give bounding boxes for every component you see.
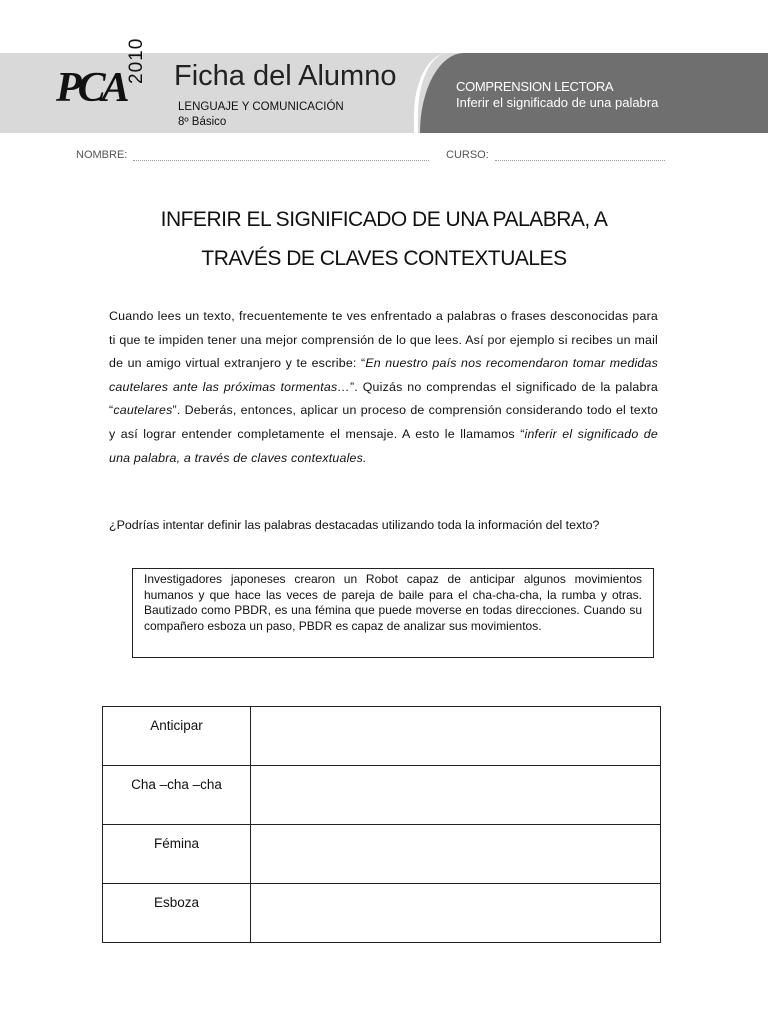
table-row: [103, 884, 661, 943]
vocab-word: Anticipar: [103, 707, 251, 766]
course-label: CURSO:: [446, 149, 489, 161]
intro-text-2: ”. Quizás no comprendas el significado de la palabra “: [109, 379, 658, 418]
section-subtitle: Inferir el significado de una palabra: [456, 95, 659, 110]
name-label: NOMBRE:: [76, 149, 128, 161]
section-title: COMPRENSION LECTORA: [456, 79, 614, 94]
vocab-word: Cha –cha –cha: [103, 766, 251, 825]
intro-quote: En nuestro país nos recomendaron tomar medidas cautelares ante las próximas tormentas…: [109, 356, 658, 394]
intro-text-1: Cuando lees un texto, frecuentemente te ves enfrentado a palabras o frases desconocidas para ti que te impiden tener una mejor comprensión de lo que lees. Así por ejemplo si recibes un mail de un amigo virtual extranjero y te escribe: “: [109, 309, 658, 371]
intro-word: cautelares: [113, 403, 173, 418]
definition-cell[interactable]: [251, 707, 661, 766]
definition-cell[interactable]: [251, 884, 661, 943]
page-title-line-2: TRAVÉS DE CLAVES CONTEXTUALES: [201, 247, 567, 270]
intro-paragraph: [109, 305, 658, 470]
course-line[interactable]: [495, 150, 665, 161]
vocab-word: Esboza: [103, 884, 251, 943]
vocab-word: Fémina: [103, 825, 251, 884]
name-line[interactable]: [133, 150, 429, 161]
page-title-line-1: INFERIR EL SIGNIFICADO DE UNA PALABRA, A: [160, 208, 608, 231]
table-row: [103, 707, 661, 766]
name-field: [76, 149, 429, 161]
intro-concept: inferir el significado de una palabra, a través de claves contextuales.: [109, 426, 658, 465]
grade-label: 8º Básico: [178, 116, 227, 128]
table-row: [103, 766, 661, 825]
reading-passage: Investigadores japoneses crearon un Robot capaz de anticipar algunos movimientos humanos y que hace las veces de pareja de baile para el cha-cha-cha, la rumba y otras. Bautizado como PBDR, es una fémina que puede moverse en todas direcciones. Cuando su compañero esboza un paso, PBDR es capaz de analizar sus movimientos.: [132, 568, 654, 658]
definition-cell[interactable]: [251, 766, 661, 825]
question-text: ¿Podrías intentar definir las palabras destacadas utilizando toda la información del texto?: [109, 518, 600, 532]
logo-letters: PCA: [56, 65, 126, 111]
definition-cell[interactable]: [251, 825, 661, 884]
intro-text-3: ”. Deberás, entonces, aplicar un proceso de comprensión considerando todo el texto y así lograr entender completamente el mensaje. A esto le llamamos “: [109, 403, 658, 441]
logo-year: 2010: [126, 37, 147, 84]
document-title: Ficha del Alumno: [174, 60, 397, 92]
table-row: [103, 825, 661, 884]
pca-logo: [56, 37, 152, 126]
course-field: [446, 149, 665, 161]
subject-label: LENGUAJE Y COMUNICACIÓN: [178, 101, 344, 113]
vocabulary-table: [102, 706, 661, 943]
